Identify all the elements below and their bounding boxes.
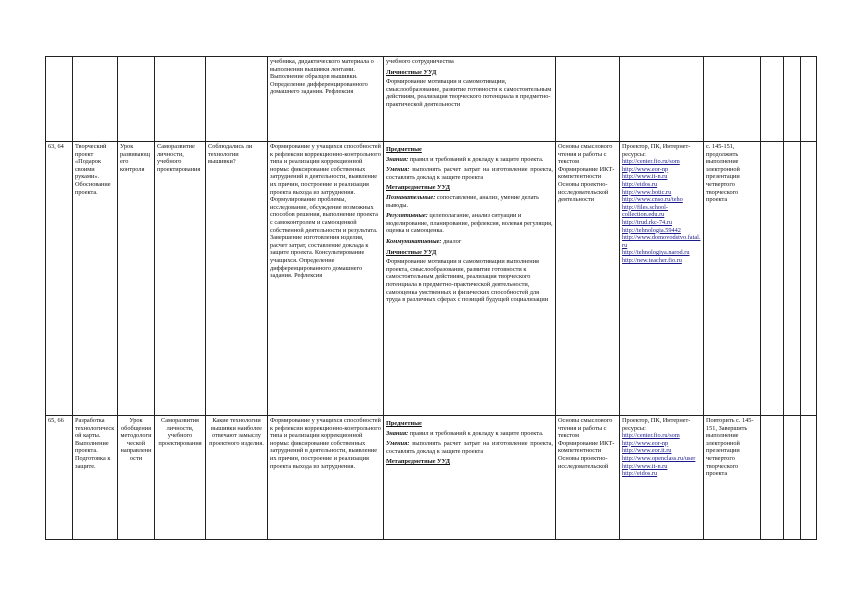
activity-text: учебника, дидактического материала о выполнении вышивки лентами. Выполнение образцов вышивки. Определение дифференцированного домашнего задания. Рефлексия — [270, 58, 374, 96]
knowledge-line — [386, 156, 553, 164]
skills-label: Умения: — [386, 440, 410, 448]
resource-link[interactable]: http://www.cnso.ru/teho — [622, 196, 683, 204]
resource-link[interactable]: http://center.fio.ru/som — [622, 432, 680, 440]
skills-line — [386, 166, 553, 181]
skills-text: выполнять расчет затрат на изготовление проекта, составлять доклад к защите проекта — [386, 440, 553, 455]
knowledge-label: Знания: — [386, 155, 409, 163]
resources-cell — [620, 57, 704, 142]
resource-link[interactable]: http://files.school-collection.edu.ru — [622, 203, 668, 219]
cognitive-label: Познавательные: — [386, 193, 436, 201]
lesson-number-cell: 63, 64 — [46, 142, 73, 416]
empty-cell — [784, 416, 801, 540]
technology-cell — [206, 57, 268, 142]
lesson-plan-table — [45, 56, 817, 540]
resource-link[interactable]: http://eidos.ru — [622, 180, 658, 188]
resource-link[interactable]: http://www.it-n.ru — [622, 173, 668, 181]
resource-link[interactable]: http://trud.rkc-74.ru — [622, 218, 673, 226]
meta-uud-heading: Метапредметные УУД — [386, 458, 450, 466]
resource-link[interactable]: http://tehnologia.59442 — [622, 226, 681, 234]
topic-cell: Разработка технологической карты. Выполнение проекта. Подготовка к защите. — [73, 416, 118, 540]
lesson-number-cell — [46, 57, 73, 142]
activity-cell: Формирование у учащихся способностей к рефлексии коррекционно-контрольного типа и реализации коррекционной нормы: фиксирование собственных затруднений в деятельности, выявление их причин, построение и реализация проекта выхода из затруднения. Формулирование проблемы, исследование, обсуждение возможных способов решения, выполнение проекта с самоконтролем и самооценкой собственной деятельности и результата. Завершение изготовления изделия, расчет затрат, составление доклада к защите проекта. Консультирование учащихся. Определение дифференцированного домашнего задания. Рефлексия — [268, 142, 384, 416]
resources-intro: Проектор, ПК, Интернет-ресурсы: — [622, 143, 691, 158]
technology-cell: Соблюдались ли технологии вышивки? — [206, 142, 268, 416]
results-continuation: учебного сотрудничества — [386, 58, 454, 65]
meta-uud-heading: Метапредметные УУД — [386, 184, 450, 192]
resource-link[interactable]: http://www.eor-np — [622, 165, 669, 173]
skills-text: выполнять расчет затрат на изготовление проекта, составлять доклад к защите проекта — [386, 166, 553, 181]
empty-cell — [784, 57, 801, 142]
cognitive-line — [386, 194, 553, 209]
results-cell — [384, 416, 556, 540]
communicative-text: диалог — [443, 237, 462, 245]
resource-link[interactable]: http://www.eor-np — [622, 439, 669, 447]
competence-cell: Основы смыслового чтения и работы с текстом Формирование ИКТ-компетентности Основы проектно-исследовательской деятельности — [556, 142, 620, 416]
technology-cell: Какие технологии вышивки наиболее отвечают замыслу проектного изделия. — [206, 416, 268, 540]
lesson-number-cell: 65, 66 — [46, 416, 73, 540]
homework-cell — [704, 57, 761, 142]
results-cell — [384, 57, 556, 142]
skills-label: Умения: — [386, 166, 410, 174]
empty-cell — [801, 57, 817, 142]
cognitive-text: сопоставление, анализ, умение делать выводы. — [386, 193, 539, 209]
competence-cell — [556, 57, 620, 142]
table-row — [46, 416, 817, 540]
empty-cell — [784, 142, 801, 416]
table-row — [46, 57, 817, 142]
knowledge-text: правил и требований к докладу к защите проекта. — [409, 155, 544, 163]
personal-uud-heading: Личностные УУД — [386, 248, 437, 256]
subject-results-heading: Предметные — [386, 420, 422, 427]
resource-link[interactable]: http://www.eor.it.ru — [622, 447, 672, 455]
content-cell: Саморазвитие личности, учебного проектирования — [155, 142, 206, 416]
resources-intro: Проектор, ПК, Интернет-ресурсы: — [622, 417, 691, 432]
resource-links — [622, 432, 701, 478]
empty-cell — [801, 142, 817, 416]
subject-results-heading: Предметные — [386, 146, 422, 153]
resource-link[interactable]: http://www.domovodstvo.fatal.ru — [622, 234, 701, 249]
personal-uud-text: Формирование мотивации и самомотивации, смыслообразование, развитие готовности к самостоятельным действиям, реализация творческого потенциала в предметно-практической деятельности — [386, 78, 552, 108]
lesson-type-cell: Урок развивающего контроля — [118, 142, 155, 416]
resource-link[interactable]: http://eidos.ru — [622, 470, 658, 478]
empty-cell — [801, 416, 817, 540]
content-cell: Саморазвития личности, учебного проектирования — [155, 416, 206, 540]
knowledge-text: правил и требований к докладу к защите проекта. — [409, 429, 544, 437]
results-cell — [384, 142, 556, 416]
activity-cell — [268, 57, 384, 142]
personal-uud-heading: Личностные УУД — [386, 68, 437, 76]
topic-cell: Творческий проект «Подарок своими руками». Обоснование проекта. — [73, 142, 118, 416]
communicative-label: Коммуникативные: — [386, 237, 442, 245]
homework-cell: Повторить с. 145-151, Завершить выполнение электронной презентации четвертого творческого проекта — [704, 416, 761, 540]
resource-link[interactable]: http://www.openclass.ru/user — [622, 454, 696, 462]
resources-cell — [620, 142, 704, 416]
activity-cell: Формирование у учащихся способностей к рефлексии коррекционно-контрольного типа и реализации коррекционной нормы: фиксирование собственных затруднений в деятельности, выявление их причин, построение и реализация проекта выхода из затруднения. — [268, 416, 384, 540]
empty-cell — [761, 142, 784, 416]
competence-cell: Основы смыслового чтения и работы с текстом Формирование ИКТ-компетентности Основы проектно-исследовательской — [556, 416, 620, 540]
lesson-type-cell — [118, 57, 155, 142]
personal-uud-text: Формирование мотивации и самомотивации выполнения проекта, смыслообразование, развитие готовности к самостоятельным действиям, реализация творческого потенциала в предметно-практической деятельности, самооценка умственных и физических способностей для труда в различных сферах с позиций будущей социализации — [386, 258, 549, 304]
resource-links — [622, 158, 701, 264]
lesson-type-cell: Урок обобщения методологической направленности — [118, 416, 155, 540]
homework-cell: с. 145-151, продолжить выполнение электронной презентации четвертого творческого проекта — [704, 142, 761, 416]
resource-link[interactable]: http://www.botic.ru — [622, 188, 672, 196]
resource-link[interactable]: http://new.teacher.fio.ru — [622, 256, 682, 264]
skills-line — [386, 440, 553, 455]
content-cell — [155, 57, 206, 142]
empty-cell — [761, 57, 784, 142]
empty-cell — [761, 416, 784, 540]
table-row — [46, 142, 817, 416]
regulatory-line — [386, 212, 553, 235]
regulatory-label: Регулятивные: — [386, 212, 428, 220]
resource-link[interactable]: http://center.fio.ru/som — [622, 158, 680, 166]
resource-link[interactable]: http://tehnologiya.narod.ru — [622, 249, 690, 257]
resources-cell — [620, 416, 704, 540]
resource-link[interactable]: http://www.it-n.ru — [622, 462, 668, 470]
knowledge-line — [386, 430, 553, 438]
knowledge-label: Знания: — [386, 429, 409, 437]
communicative-line — [386, 238, 553, 246]
regulatory-text: целеполагание, анализ ситуации и моделирование, планирование, рефлексия, волевая регуляция, оценка и самооценка. — [386, 212, 553, 235]
topic-cell — [73, 57, 118, 142]
